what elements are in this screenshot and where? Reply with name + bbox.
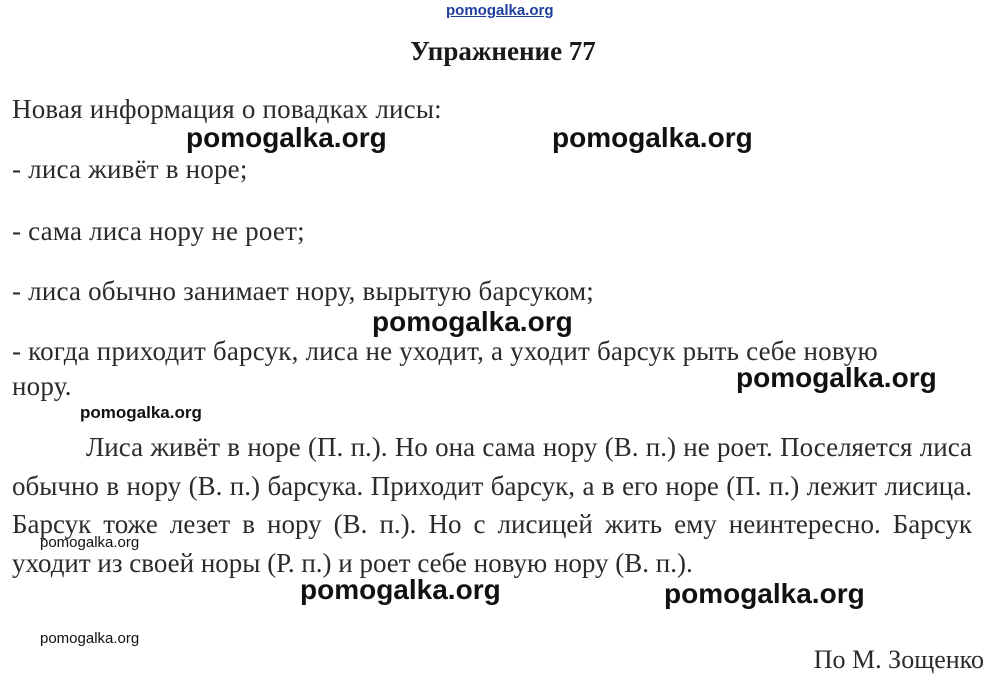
exercise-title: Упражнение 77	[410, 36, 596, 66]
main-paragraph: Лиса живёт в норе (П. п.). Но она сама нору (В. п.) не роет. Поселяется лиса обычно в нору (В. п.) барсука. Приходит барсук, а в его норе (П. п.) лежит лисица. Барсук тоже лезет в нору (В. п.). Но с лисицей жить ему неинтересно. Барсук уходит из своей норы (Р. п.) и роет себе новую нору (В. п.).	[12, 432, 972, 578]
fact-line: - когда приходит барсук, лиса не уходит, а уходит барсук рыть себе новую	[12, 336, 878, 366]
watermark: pomogalka.org	[40, 534, 140, 551]
watermark: pomogalka.org	[186, 122, 387, 153]
watermark: pomogalka.org	[664, 578, 865, 609]
intro-line: Новая информация о повадках лисы:	[12, 94, 442, 124]
fact-line: - лиса живёт в норе;	[12, 154, 248, 184]
watermark: pomogalka.org	[372, 306, 573, 337]
fact-line: нору.	[12, 371, 72, 401]
watermark: pomogalka.org	[300, 574, 501, 605]
watermark: pomogalka.org	[736, 362, 937, 393]
watermark: pomogalka.org	[40, 630, 140, 647]
watermark-top-link[interactable]: pomogalka.org	[446, 2, 554, 19]
author-credit: По М. Зощенко	[813, 645, 984, 674]
watermark: pomogalka.org	[552, 122, 753, 153]
fact-line: - лиса обычно занимает нору, вырытую барсуком;	[12, 276, 594, 306]
watermark: pomogalka.org	[80, 403, 202, 422]
fact-line: - сама лиса нору не роет;	[12, 216, 305, 246]
